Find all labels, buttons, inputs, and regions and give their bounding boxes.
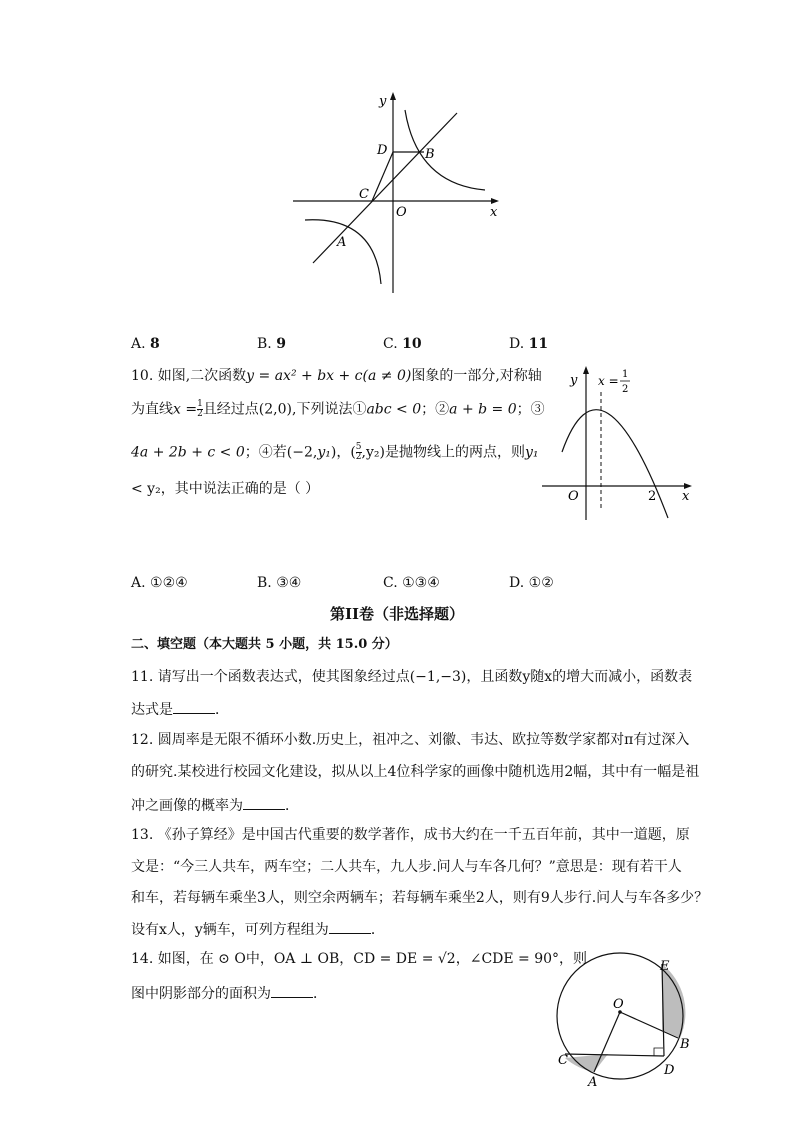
section2-title: 二、填空题（本大题共 5 小题，共 15.0 分） [131,637,398,652]
q12-line-3: 冲之画像的概率为 ． [131,795,299,815]
fig1-label-O: O [396,205,407,220]
q10-option-b[interactable]: B. ③④ [257,575,302,591]
q10-line-1: 10. 如图,二次函数y = ax² + bx + c(a ≠ 0)图象的一部分,对称轴 [131,368,542,384]
fig2-label-2: 2 [648,489,657,504]
q13-line-3: 和车，若每辆车乘坐3人，则空余两辆车；若每辆车乘坐2人，则有9人步行.问人与车各多少？ [131,890,709,906]
q14-answer-blank[interactable] [271,983,313,998]
fig1-label-D: D [377,143,388,158]
fig2-label-O: O [568,489,579,504]
fig2-label-axis: x = [598,374,619,388]
q14-line-1: 14. 如图，在 ⊙ O中，OA ⊥ OB，CD = DE = √2，∠CDE = 90°，则 [131,951,588,967]
q10-option-d[interactable]: D. ①② [509,575,554,591]
fig1-label-x: x [490,205,498,220]
q11-line-2: 达式是 ． [131,699,229,719]
fig2-label-y: y [570,373,578,388]
fig3-label-C: C [558,1053,568,1068]
q13-answer-blank[interactable] [329,919,371,934]
figure-hyperbola-line [285,88,510,300]
q9-option-d[interactable]: D. 11 [509,336,549,352]
q9-option-c[interactable]: C. 10 [383,336,422,352]
fig2-label-den: 2 [622,384,629,395]
fig3-label-O: O [613,997,624,1012]
q10-line-4: < y₂，其中说法正确的是（ ） [131,481,320,497]
q9-option-a[interactable]: A. 8 [131,336,160,352]
q11-answer-blank[interactable] [173,699,215,714]
fig2-label-x: x [682,489,690,504]
fig2-label-num: 1 [622,369,629,380]
q10-frac-half: $\frac{1}{2}$ [197,399,203,419]
q10-line-3: 4a + 2b + c < 0；④若(−2,y₁)，( $\frac{5}{2}$ ,y₂)是抛物线上的两点，则y₁ [131,442,539,462]
q9-option-b[interactable]: B. 9 [257,336,286,352]
q13-line-2: 文是：“今三人共车，两车空；二人共车，九人步.问人与车各几何？”意思是：现有若干人 [131,859,682,875]
q10-option-c[interactable]: C. ①③④ [383,575,440,591]
q14-line-2: 图中阴影部分的面积为 ． [131,983,327,1003]
part2-title: 第II卷（非选择题） [329,605,465,623]
q12-line-1: 12. 圆周率是无限不循环小数.历史上，祖冲之、刘徽、韦达、欧拉等数学家都对π有过深入 [131,732,690,748]
q10-line-2: 为直线x = $\frac{1}{2}$ 且经过点(2,0),下列说法①abc < 0；②a + b = 0；③ [131,399,545,419]
fig3-label-A: A [588,1075,598,1090]
fig1-label-C: C [359,187,369,202]
q13-line-1: 13. 《孙子算经》是中国古代重要的数学著作，成书大约在一千五百年前，其中一道题，原 [131,827,690,843]
q12-line-2: 的研究.某校进行校园文化建设，拟从以上4位科学家的画像中随机选用2幅，其中有一幅是祖 [131,764,700,780]
q12-answer-blank[interactable] [243,795,285,810]
figure-circle [550,950,700,1090]
fig3-label-B: B [680,1037,690,1052]
fig1-label-A: A [337,235,347,250]
q13-line-4: 设有x人，y辆车，可列方程组为 ． [131,919,385,939]
q10-option-a[interactable]: A. ①②④ [131,575,188,591]
q10-frac-five-halves: $\frac{5}{2}$ [355,442,362,462]
fig1-label-y: y [379,94,387,109]
q11-line-1: 11. 请写出一个函数表达式，使其图象经过点(−1,−3)，且函数y随x的增大而减小，函数表 [131,669,693,685]
fig3-label-E: E [660,959,670,974]
figure-parabola [538,362,698,522]
fig1-label-B: B [425,147,435,162]
fig3-label-D: D [664,1063,675,1078]
